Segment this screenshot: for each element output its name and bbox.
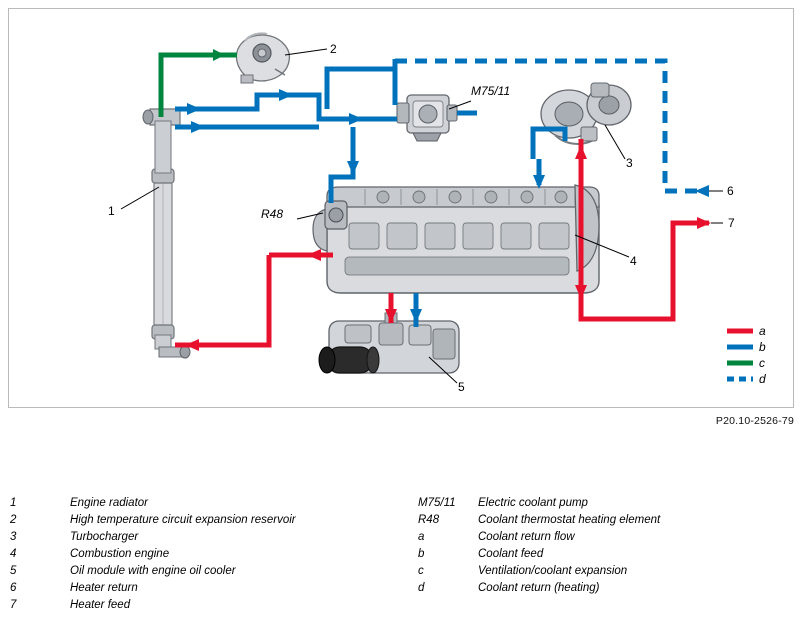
flow-arrow-green (213, 49, 225, 61)
legend-description: High temperature circuit expansion reservoir (70, 514, 296, 526)
legend-item (418, 495, 808, 512)
legend-description: Ventilation/coolant expansion (478, 565, 628, 577)
flow-legend (727, 324, 766, 386)
callout-r48: R48 (261, 207, 284, 221)
legend-key: R48 (418, 514, 440, 526)
legend-description: Heater feed (70, 599, 131, 611)
legend-description: Turbocharger (70, 531, 139, 543)
legend-description: Coolant feed (478, 548, 544, 560)
legend-description: Electric coolant pump (478, 497, 588, 509)
legend-key: 5 (10, 565, 17, 577)
legend-item (10, 546, 410, 563)
coolant-pump-illustration (397, 95, 457, 141)
legend-key: b (418, 548, 425, 560)
callout-5: 5 (458, 380, 465, 394)
legend-key: a (418, 531, 425, 543)
turbocharger-illustration (541, 83, 631, 144)
legend-item (418, 563, 808, 580)
flow-legend-key-a: a (759, 324, 766, 338)
legend-item (10, 512, 410, 529)
legend-description: Engine radiator (70, 497, 148, 509)
legend-description: Coolant return flow (478, 531, 575, 543)
legend-description: Coolant return (heating) (478, 582, 600, 594)
flow-legend-key-c: c (759, 356, 765, 370)
legend-column-left (10, 495, 410, 614)
legend-item (418, 529, 808, 546)
thermostat-housing (325, 201, 347, 229)
legend-key: 2 (10, 514, 17, 526)
legend-item (10, 580, 410, 597)
legend-key: 7 (10, 599, 17, 611)
legend-key: 3 (10, 531, 17, 543)
flow-legend-key-d: d (759, 372, 766, 386)
legend-key: M75/11 (418, 497, 456, 509)
legend-item (418, 546, 808, 563)
legend-key: 6 (10, 582, 17, 594)
callout-1: 1 (108, 204, 115, 218)
callout-m75-11: M75/11 (471, 84, 511, 98)
callout-4: 4 (630, 254, 637, 268)
callout-2: 2 (330, 42, 337, 56)
legend-item (10, 563, 410, 580)
expansion-reservoir-illustration (236, 33, 289, 83)
figure-code: P20.10-2526-79 (715, 415, 794, 427)
legend-key: d (418, 582, 425, 594)
legend-key: 1 (10, 497, 17, 509)
flow-legend-key-b: b (759, 340, 766, 354)
legend-description: Coolant thermostat heating element (478, 514, 661, 526)
callout-6: 6 (727, 184, 734, 198)
engine-block-illustration (313, 185, 599, 293)
flow-arrow-blue-dashed (695, 185, 709, 197)
legend-item (10, 495, 410, 512)
cooling-circuit-diagram (9, 9, 793, 407)
legend-item (418, 580, 808, 597)
legend-description: Heater return (70, 582, 138, 594)
legend-key: 4 (10, 548, 17, 560)
legend-item (10, 529, 410, 546)
legend-description: Combustion engine (70, 548, 170, 560)
legend-key: c (418, 565, 424, 577)
diagram-frame (8, 8, 794, 408)
callout-3: 3 (626, 156, 633, 170)
legend-description: Oil module with engine oil cooler (70, 565, 236, 577)
callout-7: 7 (728, 216, 735, 230)
legend-item (418, 512, 808, 529)
legend-column-right (418, 495, 808, 597)
radiator-illustration (143, 109, 190, 358)
legend-item (10, 597, 410, 614)
